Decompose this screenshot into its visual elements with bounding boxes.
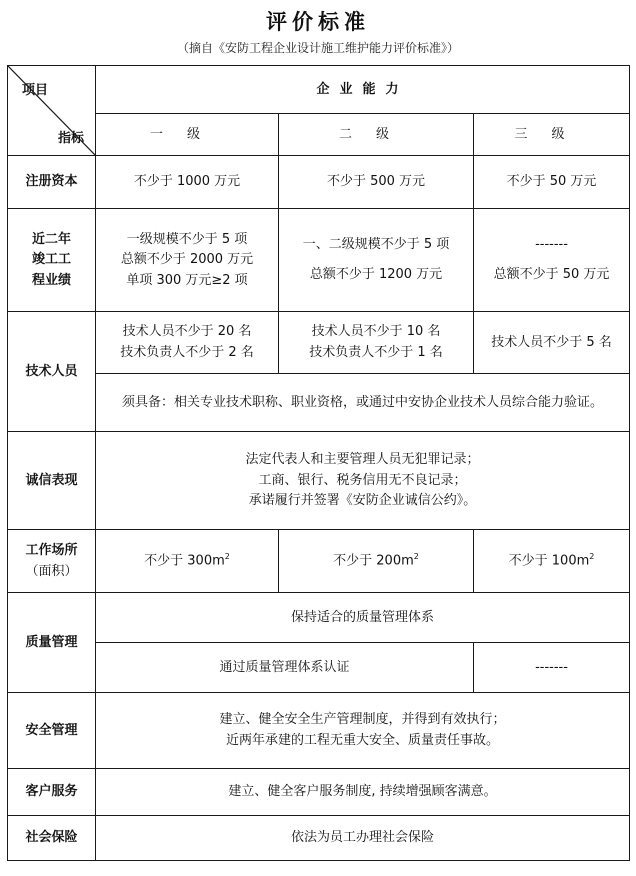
evaluation-table [7,65,630,861]
registered-capital-level-1: 不少于 1000 万元 [96,156,279,209]
workplace-level-2 [279,530,474,593]
performance-level-1-line: 单项 300 万元≥2 项 [126,272,248,288]
workplace-label-sub: （面积） [25,563,78,579]
workplace-level-1-value: 不少于 300m [144,553,225,569]
level-1-header: 一级 [96,114,279,156]
table-corner-header [8,66,96,156]
staff-level-2-line: 技术人员不少于 10 名 [311,324,441,340]
customer-label: 客户服务 [8,769,96,816]
performance-level-2 [279,209,474,312]
unit-superscript: 2 [224,552,230,562]
integrity-line: 工商、银行、税务信用无不良记录； [258,472,467,488]
safety-row [8,693,630,769]
customer-content: 建立、健全客户服务制度, 持续增强顾客满意。 [96,769,630,816]
insurance-row [8,816,630,861]
registered-capital-row [8,156,630,209]
performance-level-3-line: ------- [535,237,568,253]
performance-label-line: 程业绩 [31,272,71,288]
integrity-label: 诚信表现 [8,432,96,530]
quality-row [8,593,630,643]
staff-level-3: 技术人员不少于 5 名 [474,312,630,374]
quality-all-levels: 保持适合的质量管理体系 [96,593,630,643]
safety-line: 近两年承建的工程无重大安全、质量责任事故。 [226,733,500,748]
insurance-label: 社会保险 [8,816,96,861]
quality-label: 质量管理 [8,593,96,693]
staff-level-1 [96,312,279,374]
integrity-row [8,432,630,530]
integrity-line: 承诺履行并签署《安防企业诚信公约》。 [248,493,477,509]
level-2-header: 二级 [279,114,474,156]
safety-label: 安全管理 [8,693,96,769]
quality-level-1-2: 通过质量管理体系认证 [96,643,474,693]
staff-level-1-line: 技术人员不少于 20 名 [122,324,252,340]
performance-level-3 [474,209,630,312]
customer-row [8,769,630,816]
staff-level-1-line: 技术负责人不少于 2 名 [120,345,254,360]
level-3-header: 三级 [474,114,630,156]
performance-row [8,209,630,312]
workplace-label-main: 工作场所 [25,542,78,558]
workplace-level-1 [96,530,279,593]
integrity-line: 法定代表人和主要管理人员无犯罪记录； [245,452,480,468]
integrity-content [96,432,630,530]
unit-superscript: 2 [413,552,419,562]
corner-label-indicator: 指标 [58,131,85,146]
quality-level-3: ------- [474,643,630,693]
performance-level-2-line: 总额不少于 1200 万元 [309,267,443,282]
workplace-level-3-value: 不少于 100m [508,553,590,569]
staff-row [8,312,630,374]
safety-line: 建立、健全安全生产管理制度，并得到有效执行； [219,712,506,728]
page-subtitle: （摘自《安防工程企业设计施工维护能力评价标准》） [176,41,459,55]
staff-requirement-note: 须具备：相关专业技术职称、职业资格，或通过中安协企业技术人员综合能力验证。 [96,374,630,432]
corner-label-project: 项目 [22,83,49,98]
performance-label-line: 竣工工 [31,252,71,268]
workplace-row [8,530,630,593]
staff-level-2-line: 技术负责人不少于 1 名 [309,345,443,360]
registered-capital-level-3: 不少于 50 万元 [474,156,630,209]
performance-level-1 [96,209,279,312]
insurance-content: 依法为员工办理社会保险 [96,816,630,861]
registered-capital-level-2: 不少于 500 万元 [279,156,474,209]
performance-label-line: 近二年 [31,231,71,247]
performance-level-1-line: 一级规模不少于 5 项 [126,231,248,247]
capability-header: 企业能力 [96,66,630,114]
unit-superscript: 2 [589,552,595,562]
workplace-level-3 [474,530,630,593]
performance-label [8,209,96,312]
workplace-label [8,530,96,593]
performance-level-2-line: 一、二级规模不少于 5 项 [302,237,450,253]
workplace-level-2-value: 不少于 200m [333,553,414,569]
staff-label: 技术人员 [8,312,96,432]
registered-capital-label: 注册资本 [8,156,96,209]
performance-level-3-line: 总额不少于 50 万元 [493,267,610,282]
safety-content [96,693,630,769]
staff-level-2 [279,312,474,374]
page-title: 评价标准 [266,10,370,34]
performance-level-1-line: 总额不少于 2000 万元 [120,252,254,268]
